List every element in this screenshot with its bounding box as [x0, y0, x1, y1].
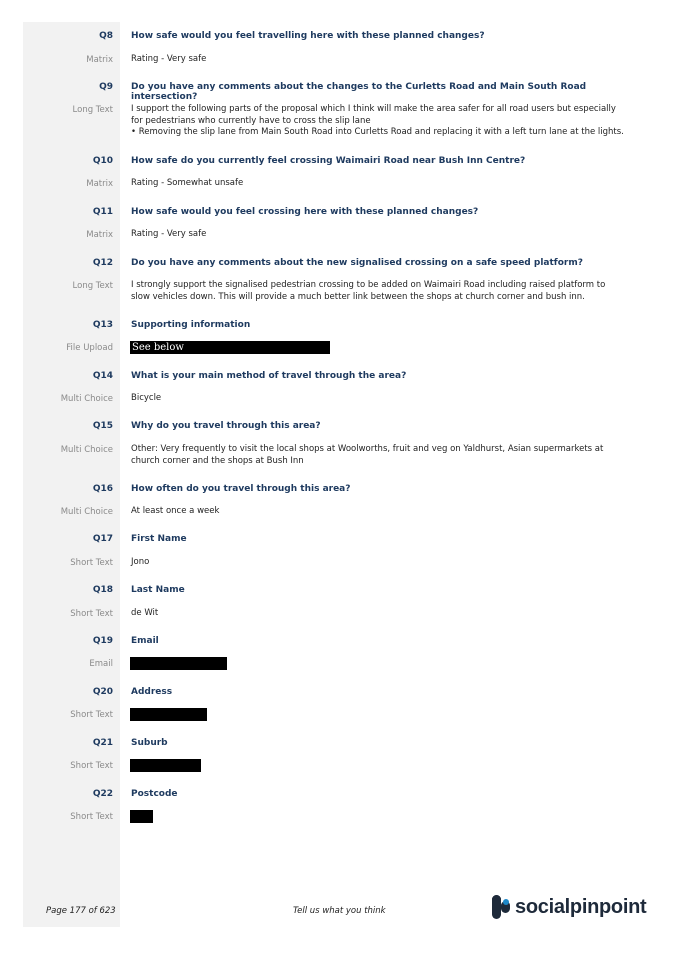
- answer-type: Multi Choice: [60, 394, 113, 404]
- question-number: Q18: [92, 585, 113, 595]
- suburb-redaction: [130, 759, 201, 772]
- answer-type: Short Text: [70, 710, 113, 720]
- question-text: Supporting information: [131, 320, 251, 330]
- footer-tagline: Tell us what you think: [293, 906, 386, 916]
- question-text: Suburb: [131, 738, 168, 748]
- file-upload-redaction: [130, 341, 330, 354]
- question-text: Last Name: [131, 585, 185, 595]
- answer-type: File Upload: [66, 343, 113, 353]
- answer-type: Matrix: [86, 230, 113, 240]
- socialpinpoint-logo: [492, 894, 646, 920]
- answer-type: Long Text: [72, 105, 113, 115]
- brand-name: socialpinpoint: [515, 895, 647, 918]
- file-upload-link[interactable]: See below: [132, 342, 184, 353]
- question-text: How safe would you feel crossing here with these planned changes?: [131, 207, 479, 217]
- answer-value: de Wit: [131, 608, 159, 618]
- email-redaction: [130, 657, 227, 670]
- question-text: Address: [131, 687, 173, 697]
- question-text: Postcode: [131, 789, 178, 799]
- question-number: Q12: [92, 258, 113, 268]
- question-number: Q9: [99, 82, 113, 92]
- question-number: Q11: [92, 207, 113, 217]
- answer-value: Rating - Very safe: [131, 54, 207, 64]
- answer-type: Short Text: [70, 812, 113, 822]
- answer-value: Bicycle: [131, 393, 162, 403]
- question-number: Q21: [92, 738, 113, 748]
- answer-type: Short Text: [70, 761, 113, 771]
- pin-logo-icon: [492, 895, 510, 919]
- question-text: How often do you travel through this area?: [131, 484, 351, 494]
- postcode-redaction: [130, 810, 153, 823]
- answer-type: Short Text: [70, 609, 113, 619]
- answer-type: Long Text: [72, 281, 113, 291]
- answer-value: Other: Very frequently to visit the local shops at Woolworths, fruit and veg on Yaldhurst, Asian supermarkets at church corner and the shops at Bush Inn: [131, 444, 604, 466]
- answer-type: Short Text: [70, 558, 113, 568]
- question-text: Email: [131, 636, 159, 646]
- question-number: Q10: [92, 156, 113, 166]
- answer-type: Email: [89, 659, 113, 669]
- question-text: What is your main method of travel through the area?: [131, 371, 407, 381]
- question-number: Q15: [92, 421, 113, 431]
- question-number: Q22: [92, 789, 113, 799]
- answer-value: At least once a week: [131, 506, 220, 516]
- answer-value: I support the following parts of the proposal which I think will make the area safer for all road users but especially for pedestrians who currently have to cross the slip lane • Removing the slip lane from Main South Road into Curletts Road and replacing it with a left turn lane at the lights.: [131, 104, 624, 137]
- answer-type: Multi Choice: [60, 445, 113, 455]
- question-number: Q20: [92, 687, 113, 697]
- question-text: Do you have any comments about the new signalised crossing on a safe speed platform?: [131, 258, 583, 268]
- question-text: Why do you travel through this area?: [131, 421, 321, 431]
- question-number: Q17: [92, 534, 113, 544]
- answer-type: Multi Choice: [60, 507, 113, 517]
- answer-value: Rating - Very safe: [131, 229, 207, 239]
- question-text: First Name: [131, 534, 187, 544]
- answer-value: Jono: [131, 557, 150, 567]
- answer-type: Matrix: [86, 55, 113, 65]
- question-number: Q8: [99, 31, 113, 41]
- question-number: Q13: [92, 320, 113, 330]
- answer-value: Rating - Somewhat unsafe: [131, 178, 244, 188]
- answer-type: Matrix: [86, 179, 113, 189]
- answer-value: I strongly support the signalised pedestrian crossing to be added on Waimairi Road including raised platform to slow vehicles down. This will provide a much better link between the shops at church corner and bush inn.: [131, 280, 606, 302]
- question-text: Do you have any comments about the changes to the Curletts Road and Main South Road intersection?: [131, 82, 587, 102]
- question-number: Q14: [92, 371, 113, 381]
- question-number: Q19: [92, 636, 113, 646]
- page-number: Page 177 of 623: [46, 906, 116, 916]
- question-text: How safe do you currently feel crossing Waimairi Road near Bush Inn Centre?: [131, 156, 526, 166]
- question-number: Q16: [92, 484, 113, 494]
- address-redaction: [130, 708, 207, 721]
- question-text: How safe would you feel travelling here with these planned changes?: [131, 31, 485, 41]
